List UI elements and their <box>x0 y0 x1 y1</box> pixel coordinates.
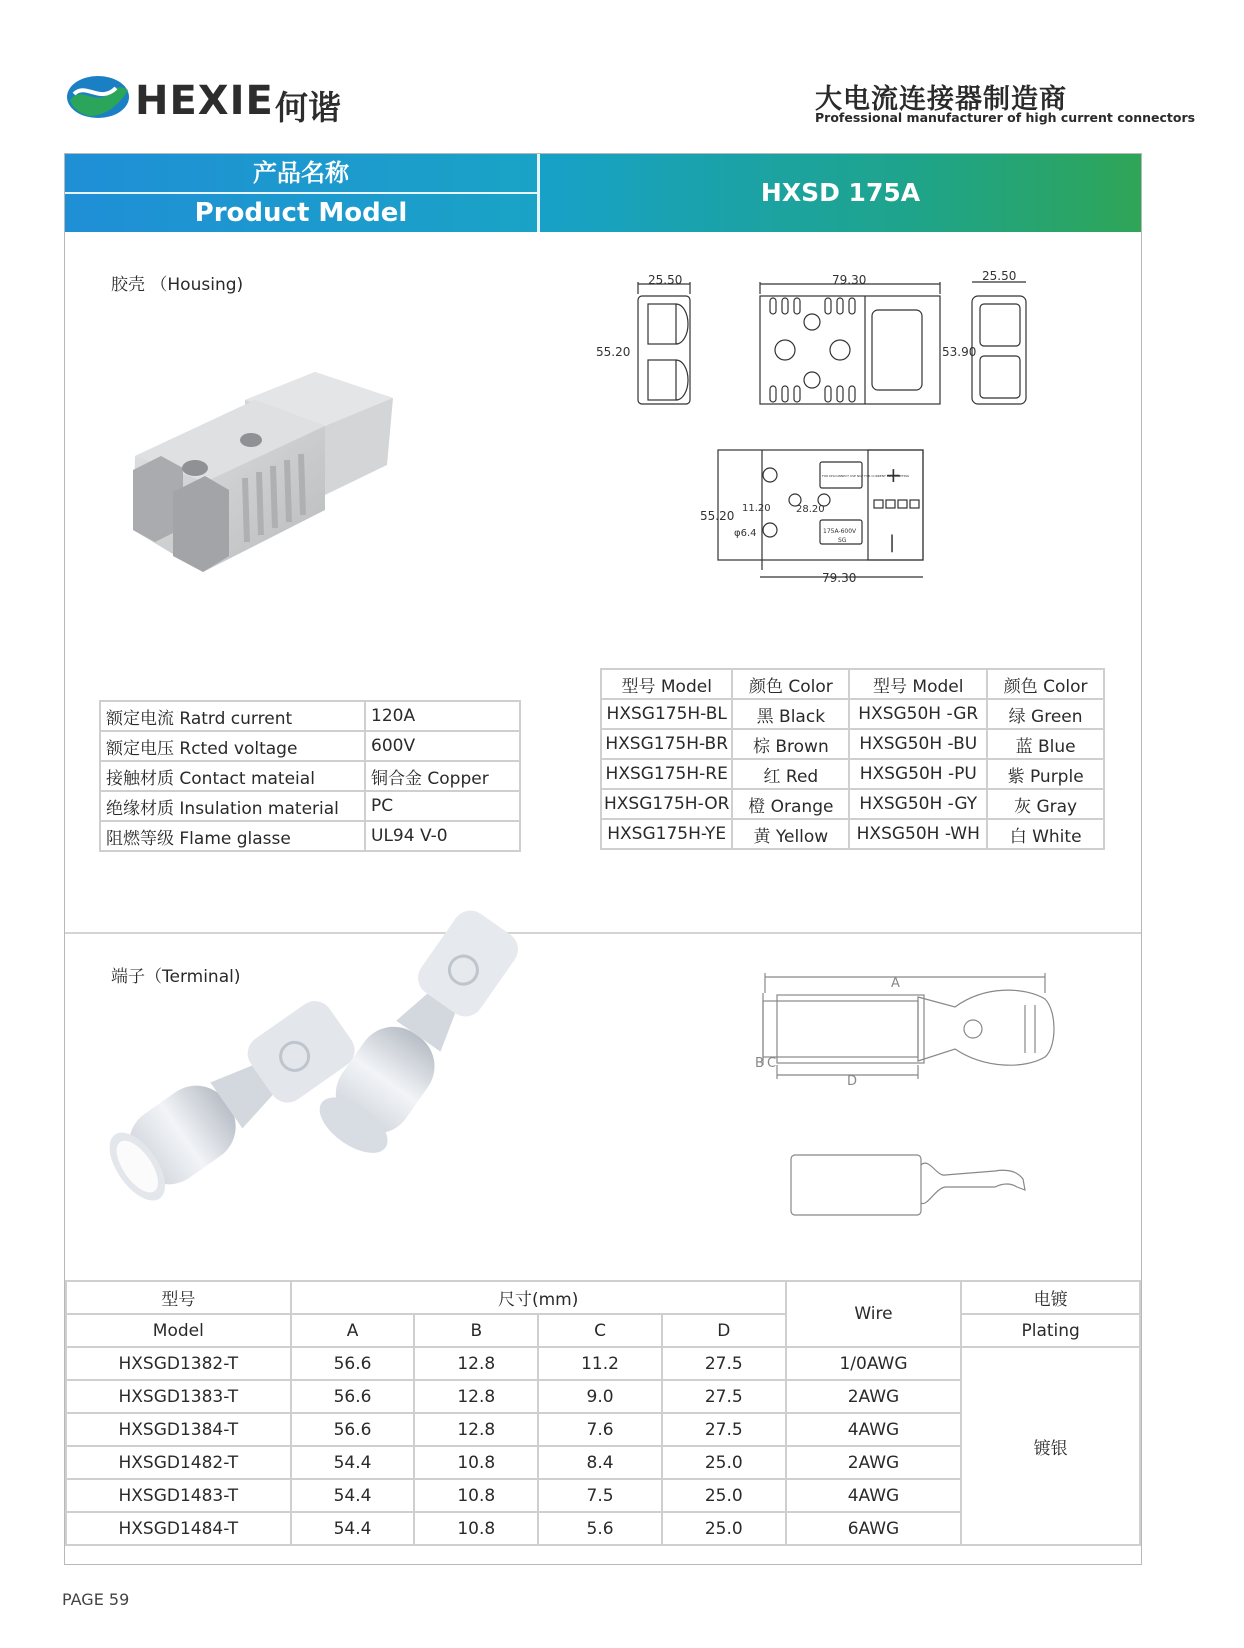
color-table-row <box>601 729 1104 759</box>
spec-label: 额定电压 Rcted voltage <box>100 731 365 761</box>
spec-value: 120A <box>365 701 520 731</box>
spec-row <box>100 731 520 761</box>
color-table-cell: HXSG50H -BU <box>849 729 987 759</box>
dim-hole-offset: 11.20 <box>742 503 771 514</box>
terminal-table-cell: 7.6 <box>538 1413 662 1446</box>
color-table-cell: 白 White <box>987 819 1104 849</box>
terminal-table-cell: 25.0 <box>662 1512 786 1545</box>
terminal-table-cell: 56.6 <box>291 1347 415 1380</box>
terminal-table-cell: 4AWG <box>786 1413 962 1446</box>
spec-value: PC <box>365 791 520 821</box>
color-table-cell: 灰 Gray <box>987 789 1104 819</box>
svg-text:|: | <box>889 532 896 553</box>
color-model-table <box>600 668 1105 850</box>
terminal-table-cell: 54.4 <box>291 1446 415 1479</box>
dim-side-length: 79.30 <box>832 273 867 287</box>
model-header-cn: 型号 <box>66 1281 291 1314</box>
section-divider <box>65 932 1141 934</box>
color-table-cell: HXSG175H-BL <box>601 699 732 729</box>
terminal-drawings <box>755 965 1075 1225</box>
plating-value: 镀银 <box>961 1347 1140 1545</box>
dim-hole-spacing: 28.20 <box>796 504 825 515</box>
terminal-table-row <box>66 1347 1140 1380</box>
terminal-table-cell: 27.5 <box>662 1347 786 1380</box>
terminal-table-cell: HXSGD1484-T <box>66 1512 291 1545</box>
dim-letter-a: A <box>891 976 900 991</box>
spec-value: UL94 V-0 <box>365 821 520 851</box>
terminal-table-cell: 25.0 <box>662 1479 786 1512</box>
color-table-cell: HXSG50H -WH <box>849 819 987 849</box>
color-table-cell: 黑 Black <box>732 699 849 729</box>
terminal-table-cell: 1/0AWG <box>786 1347 962 1380</box>
terminal-table-cell: 6AWG <box>786 1512 962 1545</box>
plating-header-cn: 电镀 <box>961 1281 1140 1314</box>
terminal-table-cell: 2AWG <box>786 1380 962 1413</box>
terminal-spec-table <box>65 1280 1141 1546</box>
terminal-table-cell: 27.5 <box>662 1380 786 1413</box>
terminal-table-cell: HXSGD1482-T <box>66 1446 291 1479</box>
dim-bottom-length: 79.30 <box>822 571 857 585</box>
tagline-en: Professional manufacturer of high current connectors <box>815 110 1196 125</box>
terminal-section-label: 端子（Terminal) <box>111 967 241 987</box>
marking-rating: 175A-600V <box>823 528 857 535</box>
color-table-header: 型号 Model <box>601 669 732 699</box>
color-table-row <box>601 789 1104 819</box>
terminal-table-cell: 54.4 <box>291 1479 415 1512</box>
color-table-cell: 紫 Purple <box>987 759 1104 789</box>
terminal-table-cell: 12.8 <box>414 1347 538 1380</box>
color-table-cell: 黄 Yellow <box>732 819 849 849</box>
color-table-header: 颜色 Color <box>987 669 1104 699</box>
color-table-cell: HXSG175H-RE <box>601 759 732 789</box>
col-header-c: C <box>538 1314 662 1347</box>
housing-photo <box>125 360 395 585</box>
spec-row <box>100 791 520 821</box>
terminal-table-cell: 10.8 <box>414 1512 538 1545</box>
color-table-cell: HXSG175H-BR <box>601 729 732 759</box>
dim-letter-b: B <box>755 1056 764 1071</box>
terminal-table-cell: 4AWG <box>786 1479 962 1512</box>
color-table-cell: HXSG50H -GY <box>849 789 987 819</box>
color-table-cell: 蓝 Blue <box>987 729 1104 759</box>
spec-row <box>100 821 520 851</box>
color-table-cell: HXSG175H-OR <box>601 789 732 819</box>
color-table-header: 颜色 Color <box>732 669 849 699</box>
col-header-d: D <box>662 1314 786 1347</box>
marking-code: SG <box>838 537 847 544</box>
page-number: PAGE 59 <box>62 1590 130 1609</box>
product-name-label-cn: 产品名称 <box>253 159 349 187</box>
color-table-row <box>601 699 1104 729</box>
color-table-row <box>601 819 1104 849</box>
color-table-cell: HXSG50H -GR <box>849 699 987 729</box>
color-table-cell: HXSG50H -PU <box>849 759 987 789</box>
dim-front-width: 25.50 <box>648 273 683 287</box>
plating-header-en: Plating <box>961 1314 1140 1347</box>
housing-drawings <box>596 269 1080 610</box>
product-name-label-en: Product Model <box>194 198 408 228</box>
terminal-photo <box>110 1010 470 1240</box>
wire-header: Wire <box>786 1281 962 1347</box>
spec-value: 铜合金 Copper <box>365 761 520 791</box>
col-header-b: B <box>414 1314 538 1347</box>
color-table-cell: HXSG175H-YE <box>601 819 732 849</box>
terminal-table-cell: 7.5 <box>538 1479 662 1512</box>
terminal-table-cell: 11.2 <box>538 1347 662 1380</box>
color-table-header: 型号 Model <box>849 669 987 699</box>
housing-section-label: 胶壳 （Housing) <box>111 275 244 295</box>
tagline-cn: 大电流连接器制造商 <box>815 84 1067 115</box>
color-table-row <box>601 759 1104 789</box>
dim-end-width: 25.50 <box>982 269 1017 283</box>
terminal-table-cell: 25.0 <box>662 1446 786 1479</box>
terminal-table-cell: 8.4 <box>538 1446 662 1479</box>
spec-label: 阻燃等级 Flame glasse <box>100 821 365 851</box>
dim-hole-dia: φ6.4 <box>734 528 757 539</box>
terminal-table-cell: HXSGD1382-T <box>66 1347 291 1380</box>
terminal-table-cell: 2AWG <box>786 1446 962 1479</box>
terminal-table-cell: 56.6 <box>291 1413 415 1446</box>
terminal-table-cell: 9.0 <box>538 1380 662 1413</box>
hexie-logo-icon <box>66 74 130 120</box>
color-table-cell: 红 Red <box>732 759 849 789</box>
terminal-table-cell: 27.5 <box>662 1413 786 1446</box>
terminal-table-cell: 10.8 <box>414 1446 538 1479</box>
spec-label: 接触材质 Contact mateial <box>100 761 365 791</box>
dim-letter-c: C <box>767 1056 777 1071</box>
terminal-table-cell: HXSGD1384-T <box>66 1413 291 1446</box>
size-header: 尺寸(mm) <box>291 1281 786 1314</box>
product-model-value: HXSD 175A <box>760 178 921 207</box>
terminal-table-cell: HXSGD1383-T <box>66 1380 291 1413</box>
terminal-table-cell: 12.8 <box>414 1413 538 1446</box>
terminal-table-cell: HXSGD1483-T <box>66 1479 291 1512</box>
terminal-table-cell: 56.6 <box>291 1380 415 1413</box>
col-header-a: A <box>291 1314 415 1347</box>
marking-top: FOR DISCONNECT USE NOT FOR CURRENT INTERRUPTING <box>822 474 910 478</box>
terminal-table-cell: 12.8 <box>414 1380 538 1413</box>
spec-label: 绝缘材质 Insulation material <box>100 791 365 821</box>
spec-row <box>100 761 520 791</box>
model-header-en: Model <box>66 1314 291 1347</box>
terminal-table-cell: 54.4 <box>291 1512 415 1545</box>
color-table-cell: 绿 Green <box>987 699 1104 729</box>
product-model-header <box>540 154 1141 232</box>
dim-letter-d: D <box>847 1074 858 1089</box>
dim-front-height: 55.20 <box>596 345 631 359</box>
dim-bottom-height: 55.20 <box>700 509 735 523</box>
color-table-cell: 橙 Orange <box>732 789 849 819</box>
brand-name-cn: 何谐 <box>275 88 341 127</box>
spec-label: 额定电流 Ratrd current <box>100 701 365 731</box>
spec-value: 600V <box>365 731 520 761</box>
color-table-cell: 棕 Brown <box>732 729 849 759</box>
product-name-header <box>65 154 537 232</box>
svg-text:+: + <box>885 463 902 487</box>
dim-side-height: 53.90 <box>942 345 977 359</box>
terminal-table-cell: 10.8 <box>414 1479 538 1512</box>
brand-name: HEXIE <box>135 78 274 124</box>
spec-row <box>100 701 520 731</box>
housing-spec-table <box>99 700 521 852</box>
terminal-table-cell: 5.6 <box>538 1512 662 1545</box>
